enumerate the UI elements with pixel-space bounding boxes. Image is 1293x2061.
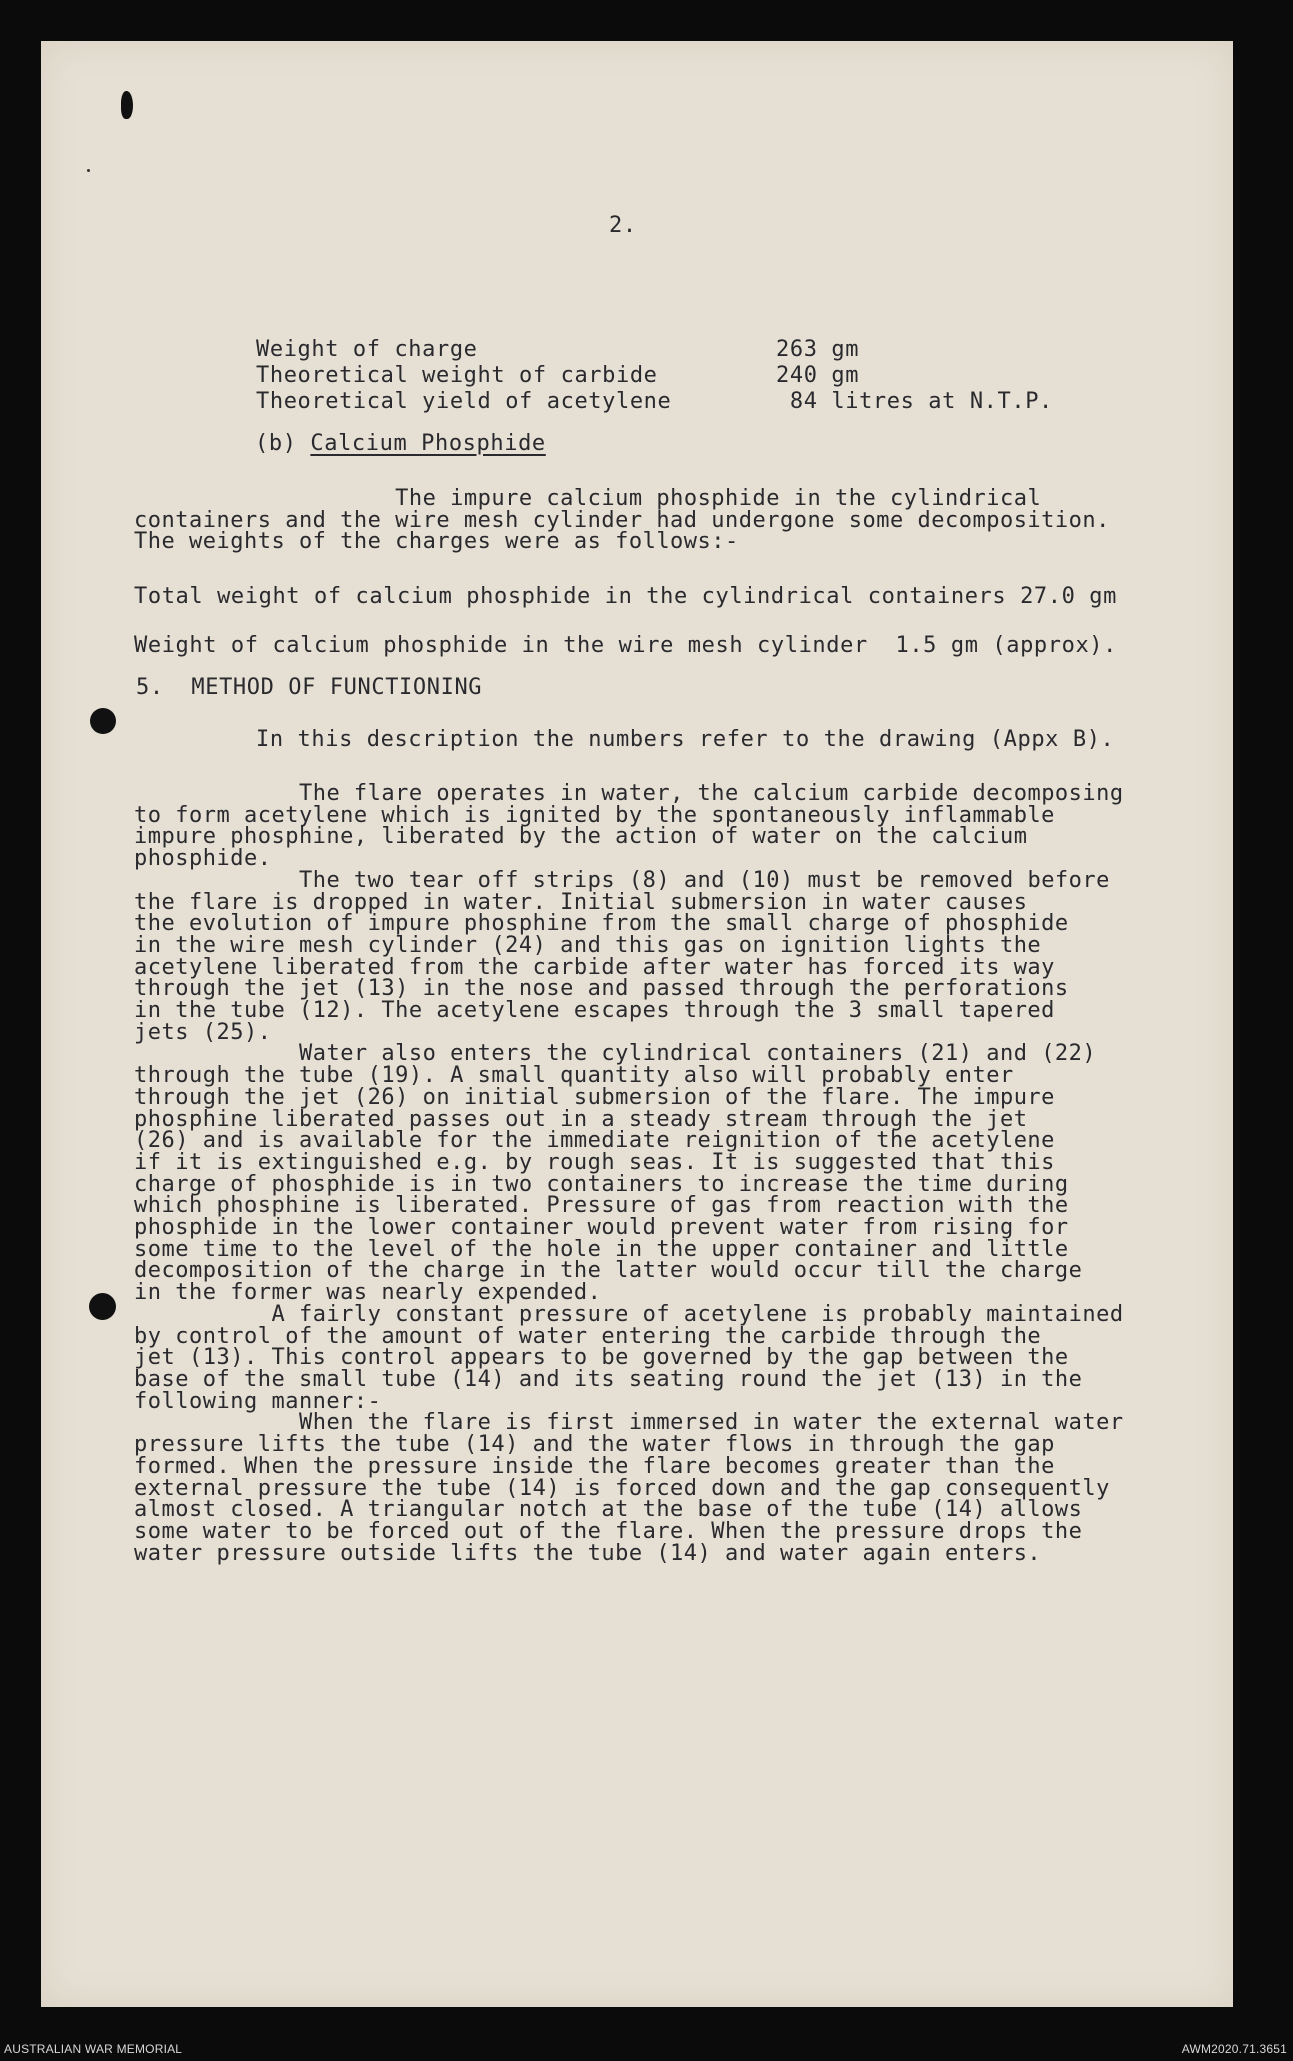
footer-credit: AUSTRALIAN WAR MEMORIAL [4, 2042, 183, 2056]
charge-value: 84 litres at N.T.P. [776, 389, 1053, 414]
section-b-prefix: (b) [255, 431, 311, 456]
wire-mesh-weight-line: Weight of calcium phosphide in the wire mesh cylinder 1.5 gm (approx). [134, 633, 1118, 658]
document-page [41, 41, 1233, 2007]
punch-hole-upper [90, 708, 116, 734]
charge-label: Theoretical weight of carbide [256, 363, 658, 388]
intro-line: In this description the numbers refer to the drawing (Appx B). [256, 727, 1115, 752]
charge-value: 263 gm [776, 337, 860, 362]
phosphide-paragraph: The impure calcium phosphide in the cylindrical containers and the wire mesh cylinder had undergone some decomposition. The weights of the charges were as follows:- [134, 486, 1110, 555]
charge-label: Weight of charge [256, 337, 478, 362]
punch-hole-lower [89, 1293, 116, 1320]
method-body-text: The flare operates in water, the calcium carbide decomposing to form acetylene which is ignited by the spontaneously inflammable impure phosphine, liberated by the action of water on the calcium phosphide. The two tear off strips (8) and (10) must be removed before the flare is dropped in water. Initial submersion in water causes the evolution of impure phosphine from the small charge of phosphide in the wire mesh cylinder (24) and this gas on ignition lights the acetylene liberated from the carbide after water has forced its way through the jet (13) in the nose and passed through the perforations in the tube (12). The acetylene escapes through the 3 small tapered jets (25). Water also enters the cylindrical containers (21) and (22) through the tube (19). A small quantity also will probably enter through the jet (26) on initial submersion of the flare. The impure phosphine liberated passes out in a steady stream through the jet (26) and is available for the immediate reignition of the acetylene if it is extinguished e.g. by rough seas. It is suggested that this charge of phosphide is in two containers to increase the time during which phosphine is liberated. Pressure of gas from reaction with the phosphide in the lower container would prevent water from rising for some time to the level of the hole in the upper container and little decomposition of the charge in the latter would occur till the charge in the former was nearly expended. A fairly constant pressure of acetylene is probably maintained by control of the amount of water entering the carbide through the jet (13). This control appears to be governed by the gap between the base of the small tube (14) and its seating round the jet (13) in the following manner:- When the flare is first immersed in water the external water pressure lifts the tube (14) and the water flows in through the gap formed. When the pressure inside the flare becomes greater than the external pressure the tube (14) is forced down and the gap consequently almost closed. A triangular notch at the base of the tube (14) allows some water to be forced out of the flare. When the pressure drops the water pressure outside lifts the tube (14) and water again enters. [134, 781, 1124, 1566]
section-b-title: Calcium Phosphide [310, 431, 546, 456]
footer-accession-number: AWM2020.71.3651 [1181, 2042, 1287, 2056]
charge-value: 240 gm [776, 363, 860, 388]
section-5-heading: 5. METHOD OF FUNCTIONING [136, 675, 483, 700]
torn-corner-mark [121, 91, 133, 119]
page-number: 2. [609, 213, 637, 238]
charge-label: Theoretical yield of acetylene [256, 389, 672, 414]
section-b-heading [255, 431, 546, 456]
total-weight-line: Total weight of calcium phosphide in the cylindrical containers 27.0 gm [134, 584, 1118, 609]
paper-speck [87, 169, 90, 172]
